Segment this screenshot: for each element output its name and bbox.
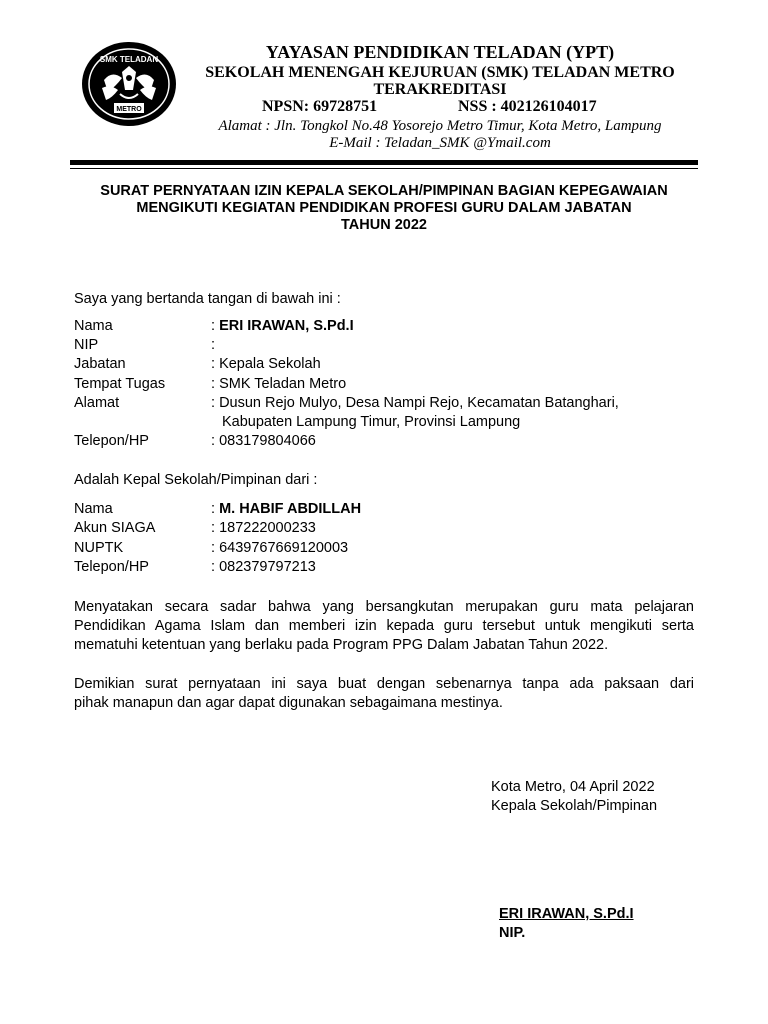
statement-line-1: Menyatakan secara sadar bahwa yang bersangkutan merupakan guru mata pelajaran: [74, 599, 694, 615]
school-logo: [80, 40, 178, 128]
letter-title-line-2: MENGIKUTI KEGIATAN PENDIDIKAN PROFESI GURU DALAM JABATAN: [136, 200, 632, 216]
signature-name: ERI IRAWAN, S.Pd.I: [499, 906, 634, 922]
signer-alamat-label: Alamat: [74, 395, 120, 411]
teacher-akun-label: Akun SIAGA: [74, 520, 156, 536]
signer-nip-value: :: [211, 337, 216, 353]
closing-line-2: pihak manapun dan agar dapat digunakan sebagaimana mestinya.: [74, 695, 503, 711]
teacher-nama-value: : M. HABIF ABDILLAH: [211, 501, 362, 517]
signer-alamat-value-2: Kabupaten Lampung Timur, Provinsi Lampung: [222, 414, 521, 430]
teacher-akun-value: : 187222000233: [211, 520, 316, 536]
signer-telepon-label: Telepon/HP: [74, 433, 149, 449]
nss: NSS : 402126104017: [458, 98, 597, 115]
signature-place-date: Kota Metro, 04 April 2022: [491, 779, 655, 795]
middle-text: Adalah Kepal Sekolah/Pimpinan dari :: [74, 472, 318, 488]
teacher-telepon-value: : 082379797213: [211, 559, 316, 575]
intro-text: Saya yang bertanda tangan di bawah ini :: [74, 291, 341, 307]
signer-tempat-label: Tempat Tugas: [74, 376, 166, 392]
signature-position: Kepala Sekolah/Pimpinan: [491, 798, 658, 814]
letterhead-rule-thin: [70, 168, 698, 169]
signer-jabatan-label: Jabatan: [74, 356, 126, 372]
signer-telepon-value: : 083179804066: [211, 433, 316, 449]
signature-nip: NIP.: [499, 925, 526, 941]
school-email: E-Mail : Teladan_SMK @Ymail.com: [329, 135, 551, 151]
statement-paragraph: [74, 598, 694, 655]
teacher-nuptk-value: : 6439767669120003: [211, 540, 349, 556]
teacher-nama-label: Nama: [74, 501, 113, 517]
signer-nama-label: Nama: [74, 318, 113, 334]
letter-title-line-1: SURAT PERNYATAAN IZIN KEPALA SEKOLAH/PIMPINAN BAGIAN KEPEGAWAIAN: [100, 183, 668, 199]
logo-text-top: SMK TELADAN: [99, 55, 159, 64]
teacher-nuptk-label: NUPTK: [74, 540, 124, 556]
foundation-name: YAYASAN PENDIDIKAN TELADAN (YPT): [265, 42, 615, 62]
closing-paragraph: [74, 675, 694, 713]
signer-alamat-value-1: : Dusun Rejo Mulyo, Desa Nampi Rejo, Kecamatan Batanghari,: [211, 395, 619, 411]
signer-nama-value: : ERI IRAWAN, S.Pd.I: [211, 318, 354, 334]
accreditation: TERAKREDITASI: [373, 81, 507, 98]
school-address: Alamat : Jln. Tongkol No.48 Yosorejo Metro Timur, Kota Metro, Lampung: [218, 118, 662, 134]
statement-line-2: Pendidikan Agama Islam dan memberi izin kepada guru tersebut untuk mengikuti serta: [74, 618, 694, 634]
signer-jabatan-value: : Kepala Sekolah: [211, 356, 321, 372]
signer-nip-label: NIP: [74, 337, 99, 353]
teacher-telepon-label: Telepon/HP: [74, 559, 149, 575]
school-name: SEKOLAH MENENGAH KEJURUAN (SMK) TELADAN METRO: [205, 64, 675, 81]
closing-line-1: Demikian surat pernyataan ini saya buat dengan sebenarnya tanpa ada paksaan dari: [74, 676, 694, 692]
signer-tempat-value: : SMK Teladan Metro: [211, 376, 347, 392]
statement-line-3: mematuhi ketentuan yang berlaku pada Program PPG Dalam Jabatan Tahun 2022.: [74, 637, 609, 653]
letterhead-rule-thick: [70, 160, 698, 165]
letter-title-line-3: TAHUN 2022: [341, 217, 427, 233]
npsn: NPSN: 69728751: [262, 98, 378, 115]
logo-text-bottom: METRO: [116, 106, 142, 113]
